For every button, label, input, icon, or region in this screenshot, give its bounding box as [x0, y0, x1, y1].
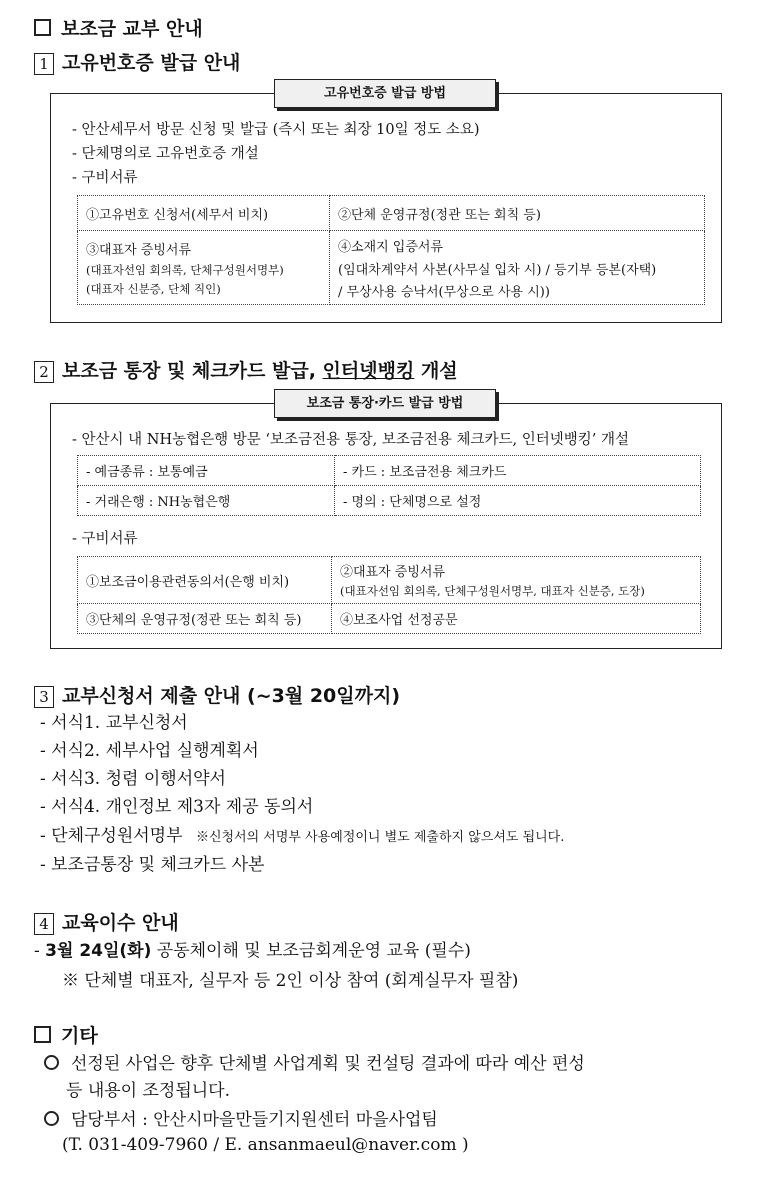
education-date: 3월 24일(화): [45, 941, 152, 961]
section-2-heading: [34, 356, 458, 383]
section-2-title-a: 보조금 통장 및 체크카드 발급,: [62, 360, 323, 382]
cell-sub: (임대차계약서 사본(사무실 입차 시) / 등기부 등본(자택): [338, 262, 657, 278]
table-cell: [330, 231, 705, 305]
square-bullet-icon: [34, 19, 51, 36]
list-item: - 서식4. 개인정보 제3자 제공 동의서: [40, 797, 314, 817]
section-4-heading: [34, 908, 179, 935]
etc-item: [40, 1049, 585, 1074]
section-1-label: 고유번호증 발급 방법: [274, 79, 496, 108]
section-2-label: 보조금 통장·카드 발급 방법: [274, 389, 496, 418]
table-cell: ①고유번호 신청서(세무서 비치): [78, 196, 330, 231]
s2-bullet: - 안산시 내 NH농협은행 방문 ‘보조금전용 통장, 보조금전용 체크카드, 인터넷뱅킹’ 개설: [72, 432, 629, 448]
square-bullet-icon: [34, 1026, 51, 1043]
etc-title: 기타: [61, 1025, 98, 1047]
circle-bullet-icon: [44, 1055, 59, 1070]
list-item: [40, 821, 564, 846]
education-desc: 공동체이해 및 보조금회계운영 교육 (필수): [151, 941, 471, 961]
table-cell: [78, 231, 330, 305]
table-cell: ④보조사업 선정공문: [332, 604, 701, 634]
s1-bullet: - 단체명의로 고유번호증 개설: [72, 146, 259, 162]
education-dash: -: [34, 941, 46, 961]
section-2-title-c: 개설: [414, 360, 458, 382]
table-cell: - 카드 : 보조금전용 체크카드: [335, 456, 701, 486]
contact-info: (T. 031-409-7960 / E. ansanmaeul@naver.com ): [62, 1135, 469, 1155]
etc-heading: [34, 1021, 98, 1048]
cell-sub: / 무상사용 승낙서(무상으로 사용 시)): [338, 284, 550, 300]
education-line: [34, 936, 471, 961]
table-cell: - 명의 : 단체명으로 설정: [335, 486, 701, 516]
education-note: ※ 단체별 대표자, 실무자 등 2인 이상 참여 (회계실무자 필참): [62, 971, 519, 991]
list-item: - 서식2. 세부사업 실행계획서: [40, 741, 259, 761]
list-item-text: - 단체구성원서명부: [40, 826, 183, 846]
s1-documents-table: [77, 195, 705, 305]
page-title: [34, 14, 203, 41]
etc-item-text: 담당부서 : 안산시마을만들기지원센터 마을사업팀: [71, 1110, 438, 1130]
table-cell: - 거래은행 : NH농협은행: [78, 486, 335, 516]
s2-documents-table: [77, 556, 701, 634]
table-cell: ②단체 운영규정(정관 또는 회칙 등): [330, 196, 705, 231]
cell-main: ③대표자 증빙서류: [86, 242, 192, 258]
section-2-title-b: 인터넷뱅킹: [322, 360, 415, 382]
list-item: - 서식1. 교부신청서: [40, 713, 188, 733]
list-item-note: ※신청서의 서명부 사용예정이니 별도 제출하지 않으셔도 됩니다.: [195, 830, 565, 845]
section-number: 1: [34, 53, 54, 75]
cell-main: ④소재지 입증서류: [338, 239, 444, 255]
cell-main: ②대표자 증빙서류: [340, 565, 446, 580]
section-1-title: 고유번호증 발급 안내: [62, 52, 241, 74]
s2-info-table: [77, 455, 701, 516]
table-cell: [332, 557, 701, 604]
list-item: - 보조금통장 및 체크카드 사본: [40, 855, 265, 875]
section-1-heading: [34, 48, 240, 75]
cell-sub: (대표자선임 회의록, 단체구성원서명부): [86, 262, 284, 277]
s1-bullet: - 안산세무서 방문 신청 및 발급 (즉시 또는 최장 10일 정도 소요): [72, 122, 480, 138]
section-number: 4: [34, 913, 54, 935]
etc-item-text: 선정된 사업은 향후 단체별 사업계획 및 컨설팅 결과에 따라 예산 편성: [71, 1054, 585, 1074]
section-3-heading: [34, 681, 400, 708]
etc-item: [40, 1105, 438, 1130]
cell-sub: (대표자 신분증, 단체 직인): [86, 281, 221, 296]
cell-sub: (대표자선임 회의록, 단체구성원서명부, 대표자 신분증, 도장): [340, 584, 645, 598]
etc-item-continued: 등 내용이 조정됩니다.: [66, 1081, 231, 1101]
s2-bullet: - 구비서류: [72, 531, 138, 547]
table-cell: ①보조금이용관련동의서(은행 비치): [78, 557, 332, 604]
section-number: 3: [34, 686, 54, 708]
page-title-text: 보조금 교부 안내: [61, 18, 203, 40]
section-number: 2: [34, 361, 54, 383]
list-item: - 서식3. 청렴 이행서약서: [40, 769, 226, 789]
table-cell: - 예금종류 : 보통예금: [78, 456, 335, 486]
s1-bullet: - 구비서류: [72, 170, 138, 186]
table-cell: ③단체의 운영규정(정관 또는 회칙 등): [78, 604, 332, 634]
section-3-title: 교부신청서 제출 안내 (~3월 20일까지): [62, 685, 401, 707]
section-4-title: 교육이수 안내: [62, 912, 179, 934]
circle-bullet-icon: [44, 1111, 59, 1126]
